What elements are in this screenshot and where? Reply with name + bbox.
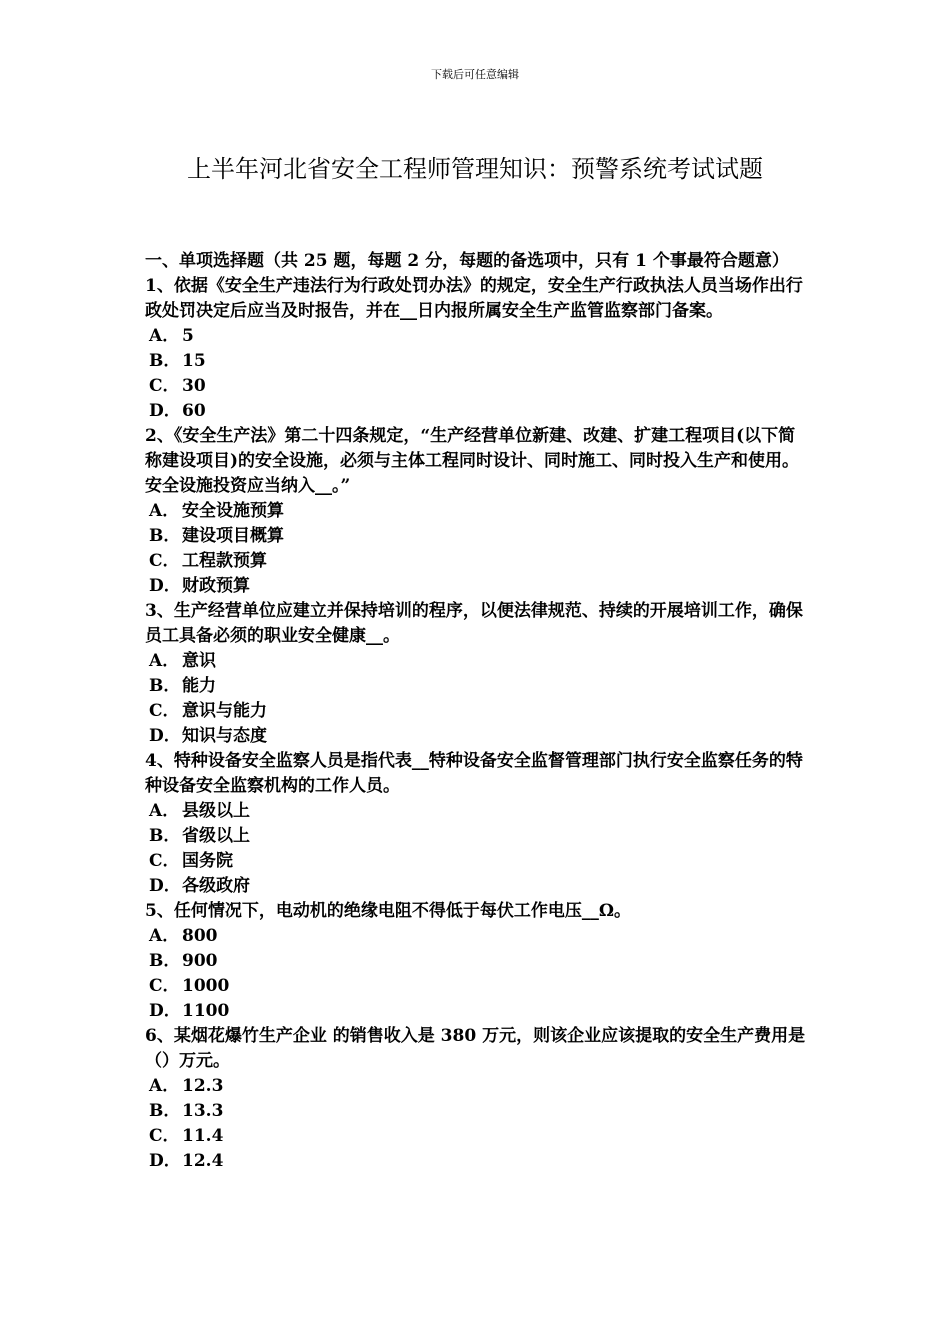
option-c: [145, 374, 810, 399]
option-letter: D．: [149, 1001, 181, 1021]
option-letter: A．: [149, 1076, 180, 1096]
option-c: [145, 849, 810, 874]
option-letter: A．: [149, 651, 180, 671]
document-title: 上半年河北省安全工程师管理知识：预警系统考试试题: [187, 155, 763, 183]
option-c: [145, 549, 810, 574]
option-text: 意识与能力: [182, 701, 267, 721]
option-a: [145, 1074, 810, 1099]
option-letter: B．: [149, 526, 181, 546]
option-text: 800: [182, 926, 218, 946]
option-c: [145, 699, 810, 724]
option-text: 60: [182, 401, 206, 421]
option-c: [145, 1124, 810, 1149]
question-6: [145, 1024, 810, 1174]
option-text: 安全设施预算: [182, 501, 284, 521]
option-letter: B．: [149, 351, 181, 371]
option-text: 县级以上: [182, 801, 250, 821]
question-4: [145, 749, 810, 899]
option-text: 能力: [182, 676, 216, 696]
document-body: [145, 249, 810, 1174]
option-c: [145, 974, 810, 999]
option-b: [145, 349, 810, 374]
question-5: [145, 899, 810, 1024]
option-text: 12.3: [182, 1076, 224, 1096]
option-a: [145, 924, 810, 949]
question-text: 3、生产经营单位应建立并保持培训的程序，以便法律规范、持续的开展培训工作，确保员工具备必须的职业安全健康__。: [145, 601, 803, 646]
option-text: 知识与态度: [182, 726, 267, 746]
option-text: 工程款预算: [182, 551, 267, 571]
option-d: [145, 399, 810, 424]
option-letter: B．: [149, 951, 181, 971]
option-text: 11.4: [182, 1126, 224, 1146]
option-d: [145, 999, 810, 1024]
option-a: [145, 499, 810, 524]
option-letter: D．: [149, 1151, 181, 1171]
option-letter: D．: [149, 876, 181, 896]
question-text: 2、《安全生产法》第二十四条规定，“生产经营单位新建、改建、扩建工程项目(以下简称建设项目)的安全设施，必须与主体工程同时设计、同时施工、同时投入生产和使用。安全设施投资应当纳入__。”: [145, 426, 800, 496]
option-text: 900: [182, 951, 218, 971]
question-text: 4、特种设备安全监察人员是指代表__特种设备安全监督管理部门执行安全监察任务的特种设备安全监察机构的工作人员。: [145, 751, 803, 796]
question-text: 6、某烟花爆竹生产企业 的销售收入是 380 万元，则该企业应该提取的安全生产费用是（）万元。: [145, 1026, 806, 1071]
option-letter: C．: [149, 376, 180, 396]
option-letter: C．: [149, 551, 180, 571]
option-text: 12.4: [182, 1151, 224, 1171]
option-letter: D．: [149, 401, 181, 421]
option-letter: C．: [149, 1126, 180, 1146]
question-3: [145, 599, 810, 749]
option-text: 1100: [182, 1001, 230, 1021]
option-letter: B．: [149, 676, 181, 696]
option-letter: A．: [149, 926, 180, 946]
option-letter: A．: [149, 326, 180, 346]
option-letter: A．: [149, 501, 180, 521]
option-a: [145, 649, 810, 674]
option-text: 财政预算: [182, 576, 250, 596]
option-text: 1000: [182, 976, 230, 996]
option-letter: D．: [149, 576, 181, 596]
option-b: [145, 674, 810, 699]
option-text: 省级以上: [182, 826, 250, 846]
option-letter: C．: [149, 701, 180, 721]
question-1: [145, 274, 810, 424]
option-d: [145, 874, 810, 899]
question-2: [145, 424, 810, 599]
option-text: 15: [182, 351, 206, 371]
option-b: [145, 1099, 810, 1124]
option-text: 国务院: [182, 851, 233, 871]
option-letter: D．: [149, 726, 181, 746]
question-text: 5、任何情况下，电动机的绝缘电阻不得低于每伏工作电压__Ω。: [145, 901, 631, 921]
page-header-note: 下载后可任意编辑: [431, 68, 519, 81]
option-d: [145, 724, 810, 749]
option-d: [145, 1149, 810, 1174]
option-d: [145, 574, 810, 599]
option-text: 意识: [182, 651, 216, 671]
question-text: 1、依据《安全生产违法行为行政处罚办法》的规定，安全生产行政执法人员当场作出行政处罚决定后应当及时报告，并在__日内报所属安全生产监管监察部门备案。: [145, 276, 803, 321]
option-letter: A．: [149, 801, 180, 821]
option-letter: B．: [149, 1101, 181, 1121]
section-heading: 一、单项选择题（共 25 题，每题 2 分，每题的备选项中，只有 1 个事最符合题意）: [145, 251, 789, 271]
option-a: [145, 799, 810, 824]
option-text: 建设项目概算: [182, 526, 284, 546]
option-letter: C．: [149, 976, 180, 996]
option-b: [145, 524, 810, 549]
option-text: 5: [182, 326, 194, 346]
option-letter: C．: [149, 851, 180, 871]
option-b: [145, 949, 810, 974]
option-text: 30: [182, 376, 206, 396]
option-a: [145, 324, 810, 349]
option-b: [145, 824, 810, 849]
option-text: 13.3: [182, 1101, 224, 1121]
option-letter: B．: [149, 826, 181, 846]
option-text: 各级政府: [182, 876, 250, 896]
